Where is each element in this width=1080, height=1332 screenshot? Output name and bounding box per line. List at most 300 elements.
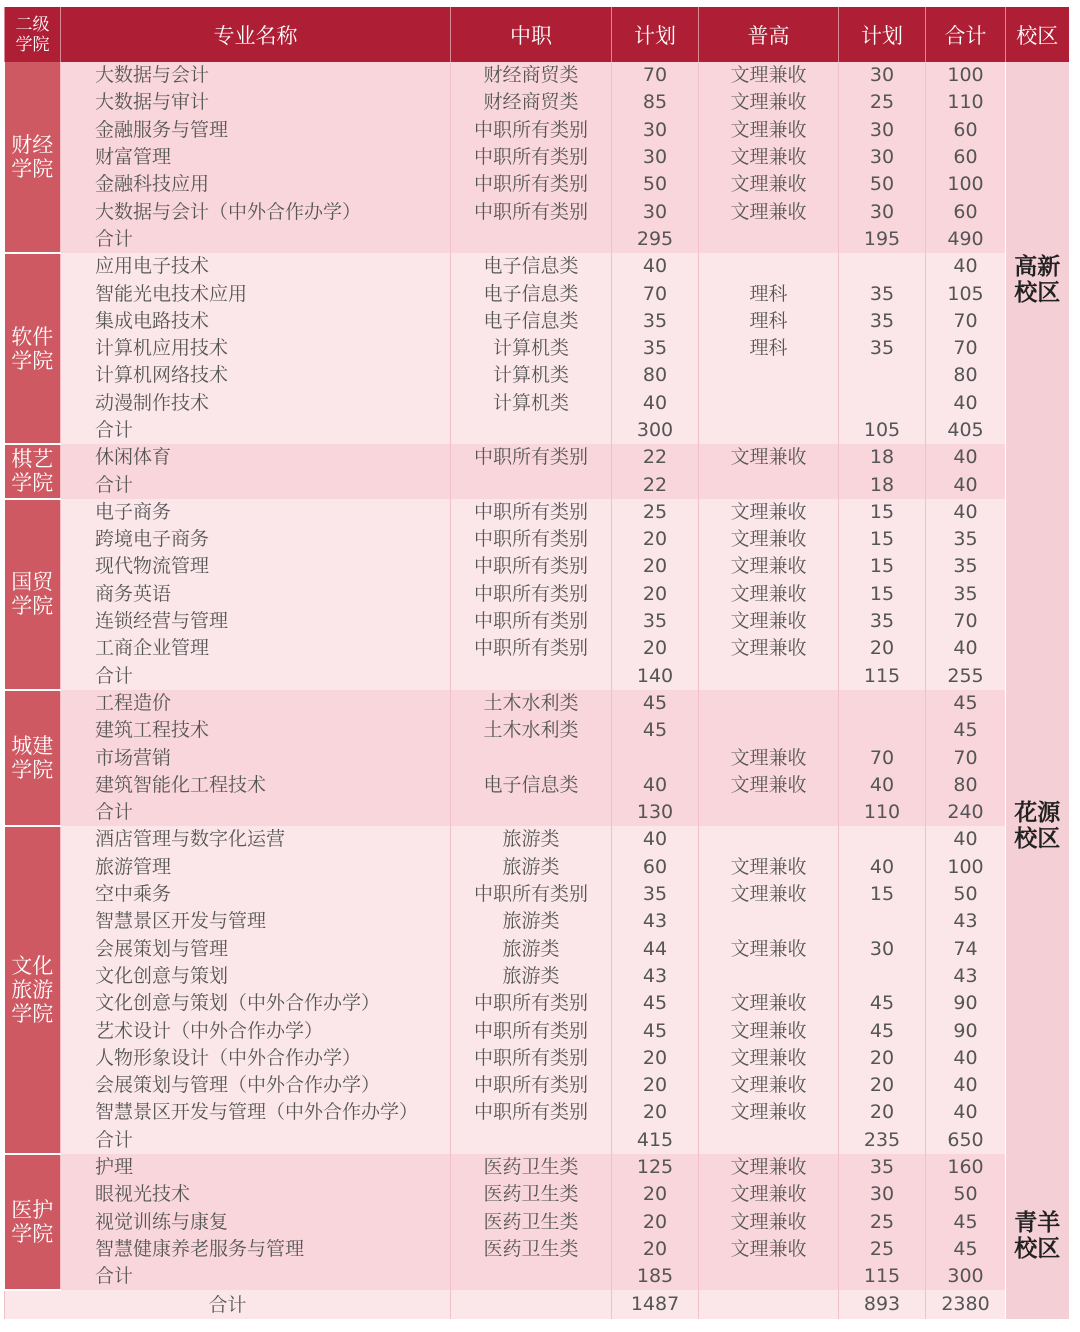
campus-name: 青羊校区 (1006, 1154, 1069, 1319)
major-name: 人物形象设计（中外合作办学） (61, 1045, 451, 1072)
major-name: 空中乘务 (61, 881, 451, 908)
secondary-plan: 60 (612, 854, 699, 881)
row-total: 40 (926, 253, 1006, 280)
secondary-plan: 20 (612, 635, 699, 662)
secondary-category: 中职所有类别 (451, 171, 612, 198)
table-row (5, 198, 1069, 225)
campus-name: 高新校区 (1006, 62, 1069, 499)
secondary-plan: 20 (612, 526, 699, 553)
highschool-type: 文理兼收 (699, 553, 839, 580)
secondary-plan: 30 (612, 198, 699, 225)
secondary-plan: 130 (612, 799, 699, 826)
row-total: 45 (926, 1208, 1006, 1235)
row-total: 40 (926, 390, 1006, 417)
row-total: 40 (926, 635, 1006, 662)
highschool-type (699, 1127, 839, 1154)
enrollment-table (4, 7, 1069, 1319)
major-name: 市场营销 (61, 744, 451, 771)
grand-total-label: 合计 (5, 1290, 451, 1318)
secondary-category: 电子信息类 (451, 253, 612, 280)
secondary-category: 中职所有类别 (451, 198, 612, 225)
secondary-plan: 20 (612, 1208, 699, 1235)
highschool-plan: 40 (839, 854, 926, 881)
major-name: 动漫制作技术 (61, 390, 451, 417)
highschool-type (699, 471, 839, 498)
table-row (5, 144, 1069, 171)
highschool-plan: 30 (839, 117, 926, 144)
row-total: 80 (926, 362, 1006, 389)
secondary-category: 医药卫生类 (451, 1236, 612, 1263)
major-name: 会展策划与管理 (61, 936, 451, 963)
secondary-category: 中职所有类别 (451, 1017, 612, 1044)
secondary-plan: 35 (612, 608, 699, 635)
table-row (5, 990, 1069, 1017)
major-name: 艺术设计（中外合作办学） (61, 1017, 451, 1044)
secondary-category: 土木水利类 (451, 717, 612, 744)
secondary-plan: 70 (612, 62, 699, 89)
table-row (5, 663, 1069, 690)
table-row (5, 1127, 1069, 1154)
secondary-category: 中职所有类别 (451, 1099, 612, 1126)
highschool-plan: 50 (839, 171, 926, 198)
major-name: 会展策划与管理（中外合作办学） (61, 1072, 451, 1099)
secondary-plan: 85 (612, 89, 699, 116)
table-row (5, 1236, 1069, 1263)
row-total: 45 (926, 1236, 1006, 1263)
highschool-type (699, 690, 839, 717)
secondary-plan: 45 (612, 1017, 699, 1044)
table-row (5, 581, 1069, 608)
row-total: 160 (926, 1154, 1006, 1181)
secondary-category: 中职所有类别 (451, 117, 612, 144)
secondary-category (451, 471, 612, 498)
secondary-category: 医药卫生类 (451, 1208, 612, 1235)
major-name: 建筑智能化工程技术 (61, 772, 451, 799)
secondary-category: 中职所有类别 (451, 635, 612, 662)
secondary-category: 财经商贸类 (451, 62, 612, 89)
table-row (5, 1017, 1069, 1044)
highschool-plan: 235 (839, 1127, 926, 1154)
secondary-category: 财经商贸类 (451, 89, 612, 116)
highschool-type: 文理兼收 (699, 144, 839, 171)
row-total: 45 (926, 717, 1006, 744)
empty-cell (699, 1290, 839, 1318)
highschool-type: 文理兼收 (699, 1181, 839, 1208)
major-name: 视觉训练与康复 (61, 1208, 451, 1235)
secondary-category: 中职所有类别 (451, 144, 612, 171)
row-total: 45 (926, 690, 1006, 717)
major-name: 旅游管理 (61, 854, 451, 881)
highschool-type: 文理兼收 (699, 1154, 839, 1181)
major-name: 护理 (61, 1154, 451, 1181)
secondary-category: 土木水利类 (451, 690, 612, 717)
highschool-plan: 20 (839, 635, 926, 662)
table-row (5, 117, 1069, 144)
secondary-category: 中职所有类别 (451, 444, 612, 471)
row-total: 35 (926, 581, 1006, 608)
row-total: 60 (926, 198, 1006, 225)
highschool-type (699, 1263, 839, 1290)
major-name: 合计 (61, 799, 451, 826)
major-name: 商务英语 (61, 581, 451, 608)
highschool-type: 文理兼收 (699, 1208, 839, 1235)
row-total: 490 (926, 226, 1006, 253)
row-total: 43 (926, 908, 1006, 935)
highschool-plan: 115 (839, 663, 926, 690)
major-name: 连锁经营与管理 (61, 608, 451, 635)
column-header: 专业名称 (61, 7, 451, 62)
highschool-type: 文理兼收 (699, 854, 839, 881)
highschool-plan (839, 390, 926, 417)
table-row (5, 226, 1069, 253)
secondary-plan: 22 (612, 471, 699, 498)
highschool-plan: 35 (839, 608, 926, 635)
major-name: 工程造价 (61, 690, 451, 717)
highschool-type: 文理兼收 (699, 772, 839, 799)
secondary-category: 中职所有类别 (451, 1045, 612, 1072)
row-total: 70 (926, 308, 1006, 335)
highschool-type: 文理兼收 (699, 990, 839, 1017)
table-row (5, 362, 1069, 389)
major-name: 智慧景区开发与管理（中外合作办学） (61, 1099, 451, 1126)
highschool-plan: 30 (839, 936, 926, 963)
table-row (5, 717, 1069, 744)
secondary-category: 电子信息类 (451, 772, 612, 799)
highschool-plan: 20 (839, 1072, 926, 1099)
college-name: 国贸学院 (5, 499, 61, 690)
highschool-type: 文理兼收 (699, 1017, 839, 1044)
highschool-plan (839, 717, 926, 744)
highschool-type: 文理兼收 (699, 1072, 839, 1099)
table-row (5, 635, 1069, 662)
secondary-category (451, 799, 612, 826)
secondary-category: 中职所有类别 (451, 499, 612, 526)
table-row (5, 690, 1069, 717)
major-name: 智慧景区开发与管理 (61, 908, 451, 935)
highschool-type (699, 717, 839, 744)
highschool-plan: 15 (839, 526, 926, 553)
row-total: 35 (926, 553, 1006, 580)
row-total: 255 (926, 663, 1006, 690)
grand-total-row (5, 1290, 1069, 1318)
table-row (5, 1154, 1069, 1181)
highschool-plan (839, 362, 926, 389)
major-name: 现代物流管理 (61, 553, 451, 580)
highschool-plan: 25 (839, 89, 926, 116)
row-total: 80 (926, 772, 1006, 799)
highschool-plan: 105 (839, 417, 926, 444)
secondary-category: 中职所有类别 (451, 1072, 612, 1099)
highschool-type: 文理兼收 (699, 881, 839, 908)
highschool-plan: 35 (839, 335, 926, 362)
table-row (5, 444, 1069, 471)
secondary-plan: 43 (612, 908, 699, 935)
highschool-type (699, 826, 839, 853)
column-header: 中职 (451, 7, 612, 62)
secondary-category (451, 663, 612, 690)
secondary-plan: 20 (612, 1099, 699, 1126)
major-name: 集成电路技术 (61, 308, 451, 335)
secondary-category: 医药卫生类 (451, 1154, 612, 1181)
secondary-category: 中职所有类别 (451, 881, 612, 908)
header-row (5, 7, 1069, 62)
highschool-plan: 45 (839, 1017, 926, 1044)
row-total: 40 (926, 1099, 1006, 1126)
highschool-plan: 45 (839, 990, 926, 1017)
table-row (5, 936, 1069, 963)
highschool-plan: 30 (839, 1181, 926, 1208)
table-row (5, 89, 1069, 116)
highschool-type (699, 908, 839, 935)
major-name: 酒店管理与数字化运营 (61, 826, 451, 853)
highschool-type: 文理兼收 (699, 1099, 839, 1126)
row-total: 40 (926, 444, 1006, 471)
highschool-plan: 15 (839, 881, 926, 908)
secondary-plan: 20 (612, 1236, 699, 1263)
secondary-category: 中职所有类别 (451, 581, 612, 608)
secondary-category (451, 744, 612, 771)
secondary-plan: 300 (612, 417, 699, 444)
highschool-type (699, 663, 839, 690)
secondary-plan: 125 (612, 1154, 699, 1181)
table-row (5, 772, 1069, 799)
table-row (5, 171, 1069, 198)
secondary-category: 旅游类 (451, 908, 612, 935)
highschool-type: 文理兼收 (699, 499, 839, 526)
table-row (5, 253, 1069, 280)
grand-total-secondary: 1487 (612, 1290, 699, 1318)
college-name: 城建学院 (5, 690, 61, 826)
table-row (5, 826, 1069, 853)
secondary-plan: 80 (612, 362, 699, 389)
highschool-type (699, 226, 839, 253)
highschool-type: 文理兼收 (699, 198, 839, 225)
secondary-category: 计算机类 (451, 390, 612, 417)
row-total: 60 (926, 117, 1006, 144)
secondary-plan: 30 (612, 117, 699, 144)
row-total: 100 (926, 62, 1006, 89)
major-name: 金融服务与管理 (61, 117, 451, 144)
highschool-plan (839, 826, 926, 853)
column-header: 校区 (1006, 7, 1069, 62)
major-name: 合计 (61, 417, 451, 444)
secondary-plan (612, 744, 699, 771)
table-row (5, 744, 1069, 771)
highschool-plan: 70 (839, 744, 926, 771)
secondary-category: 计算机类 (451, 335, 612, 362)
secondary-plan: 20 (612, 1045, 699, 1072)
secondary-category: 旅游类 (451, 826, 612, 853)
highschool-plan (839, 963, 926, 990)
row-total: 90 (926, 1017, 1006, 1044)
major-name: 休闲体育 (61, 444, 451, 471)
row-total: 70 (926, 744, 1006, 771)
major-name: 建筑工程技术 (61, 717, 451, 744)
college-name: 医护学院 (5, 1154, 61, 1290)
secondary-category (451, 1127, 612, 1154)
college-name: 财经学院 (5, 62, 61, 253)
secondary-plan: 45 (612, 990, 699, 1017)
highschool-plan: 195 (839, 226, 926, 253)
table-row (5, 608, 1069, 635)
highschool-plan: 25 (839, 1236, 926, 1263)
highschool-type: 文理兼收 (699, 89, 839, 116)
secondary-plan: 20 (612, 581, 699, 608)
table-row (5, 1263, 1069, 1290)
row-total: 405 (926, 417, 1006, 444)
highschool-type: 理科 (699, 280, 839, 307)
highschool-type: 文理兼收 (699, 1045, 839, 1072)
highschool-plan: 15 (839, 553, 926, 580)
row-total: 100 (926, 854, 1006, 881)
college-name: 文化旅游学院 (5, 826, 61, 1154)
row-total: 74 (926, 936, 1006, 963)
row-total: 50 (926, 881, 1006, 908)
highschool-type: 文理兼收 (699, 62, 839, 89)
secondary-category: 中职所有类别 (451, 553, 612, 580)
table-row (5, 62, 1069, 89)
highschool-plan: 25 (839, 1208, 926, 1235)
highschool-type (699, 362, 839, 389)
table-row (5, 471, 1069, 498)
secondary-plan: 35 (612, 308, 699, 335)
major-name: 大数据与会计（中外合作办学） (61, 198, 451, 225)
highschool-type (699, 390, 839, 417)
row-total: 100 (926, 171, 1006, 198)
secondary-plan: 40 (612, 390, 699, 417)
table-row (5, 1181, 1069, 1208)
secondary-plan: 40 (612, 826, 699, 853)
secondary-plan: 185 (612, 1263, 699, 1290)
highschool-plan: 18 (839, 444, 926, 471)
major-name: 大数据与会计 (61, 62, 451, 89)
secondary-plan: 35 (612, 335, 699, 362)
highschool-type: 文理兼收 (699, 117, 839, 144)
major-name: 大数据与审计 (61, 89, 451, 116)
highschool-type: 文理兼收 (699, 1236, 839, 1263)
secondary-plan: 43 (612, 963, 699, 990)
highschool-plan (839, 253, 926, 280)
secondary-plan: 25 (612, 499, 699, 526)
secondary-plan: 295 (612, 226, 699, 253)
major-name: 金融科技应用 (61, 171, 451, 198)
secondary-plan: 415 (612, 1127, 699, 1154)
table-row (5, 335, 1069, 362)
highschool-type: 文理兼收 (699, 936, 839, 963)
secondary-plan: 45 (612, 717, 699, 744)
highschool-plan: 15 (839, 499, 926, 526)
major-name: 合计 (61, 226, 451, 253)
row-total: 650 (926, 1127, 1006, 1154)
row-total: 40 (926, 499, 1006, 526)
row-total: 70 (926, 608, 1006, 635)
table-row (5, 854, 1069, 881)
empty-cell (451, 1290, 612, 1318)
column-header: 合计 (926, 7, 1006, 62)
highschool-plan (839, 690, 926, 717)
highschool-plan: 30 (839, 144, 926, 171)
highschool-plan: 18 (839, 471, 926, 498)
major-name: 合计 (61, 1263, 451, 1290)
highschool-type: 文理兼收 (699, 581, 839, 608)
table-row (5, 1072, 1069, 1099)
secondary-plan: 50 (612, 171, 699, 198)
secondary-category (451, 1263, 612, 1290)
college-name: 软件学院 (5, 253, 61, 444)
highschool-plan: 20 (839, 1045, 926, 1072)
major-name: 财富管理 (61, 144, 451, 171)
highschool-type: 文理兼收 (699, 444, 839, 471)
table-row (5, 280, 1069, 307)
secondary-plan: 45 (612, 690, 699, 717)
column-header: 二级学院 (5, 7, 61, 62)
table-row (5, 499, 1069, 526)
campus-name: 花源校区 (1006, 499, 1069, 1154)
row-total: 300 (926, 1263, 1006, 1290)
secondary-category: 旅游类 (451, 963, 612, 990)
secondary-category: 中职所有类别 (451, 608, 612, 635)
table-row (5, 526, 1069, 553)
table-row (5, 881, 1069, 908)
highschool-plan: 15 (839, 581, 926, 608)
highschool-plan: 115 (839, 1263, 926, 1290)
highschool-type: 文理兼收 (699, 526, 839, 553)
secondary-category: 旅游类 (451, 854, 612, 881)
secondary-category (451, 226, 612, 253)
row-total: 70 (926, 335, 1006, 362)
highschool-plan: 40 (839, 772, 926, 799)
row-total: 60 (926, 144, 1006, 171)
major-name: 眼视光技术 (61, 1181, 451, 1208)
row-total: 40 (926, 826, 1006, 853)
highschool-plan: 110 (839, 799, 926, 826)
secondary-category: 旅游类 (451, 936, 612, 963)
table-row (5, 963, 1069, 990)
table-row (5, 308, 1069, 335)
row-total: 43 (926, 963, 1006, 990)
secondary-plan: 44 (612, 936, 699, 963)
major-name: 智慧健康养老服务与管理 (61, 1236, 451, 1263)
major-name: 应用电子技术 (61, 253, 451, 280)
major-name: 智能光电技术应用 (61, 280, 451, 307)
major-name: 合计 (61, 471, 451, 498)
secondary-plan: 70 (612, 280, 699, 307)
secondary-category: 计算机类 (451, 362, 612, 389)
grand-total-highschool: 893 (839, 1290, 926, 1318)
highschool-plan: 30 (839, 62, 926, 89)
row-total: 40 (926, 1072, 1006, 1099)
highschool-plan: 35 (839, 1154, 926, 1181)
highschool-type (699, 799, 839, 826)
table-row (5, 553, 1069, 580)
major-name: 计算机应用技术 (61, 335, 451, 362)
highschool-plan (839, 908, 926, 935)
highschool-type: 文理兼收 (699, 635, 839, 662)
highschool-plan: 30 (839, 198, 926, 225)
secondary-category (451, 417, 612, 444)
secondary-plan: 20 (612, 553, 699, 580)
highschool-type (699, 417, 839, 444)
secondary-plan: 40 (612, 253, 699, 280)
major-name: 合计 (61, 663, 451, 690)
major-name: 合计 (61, 1127, 451, 1154)
row-total: 240 (926, 799, 1006, 826)
secondary-plan: 40 (612, 772, 699, 799)
secondary-category: 医药卫生类 (451, 1181, 612, 1208)
table-row (5, 390, 1069, 417)
row-total: 90 (926, 990, 1006, 1017)
major-name: 跨境电子商务 (61, 526, 451, 553)
